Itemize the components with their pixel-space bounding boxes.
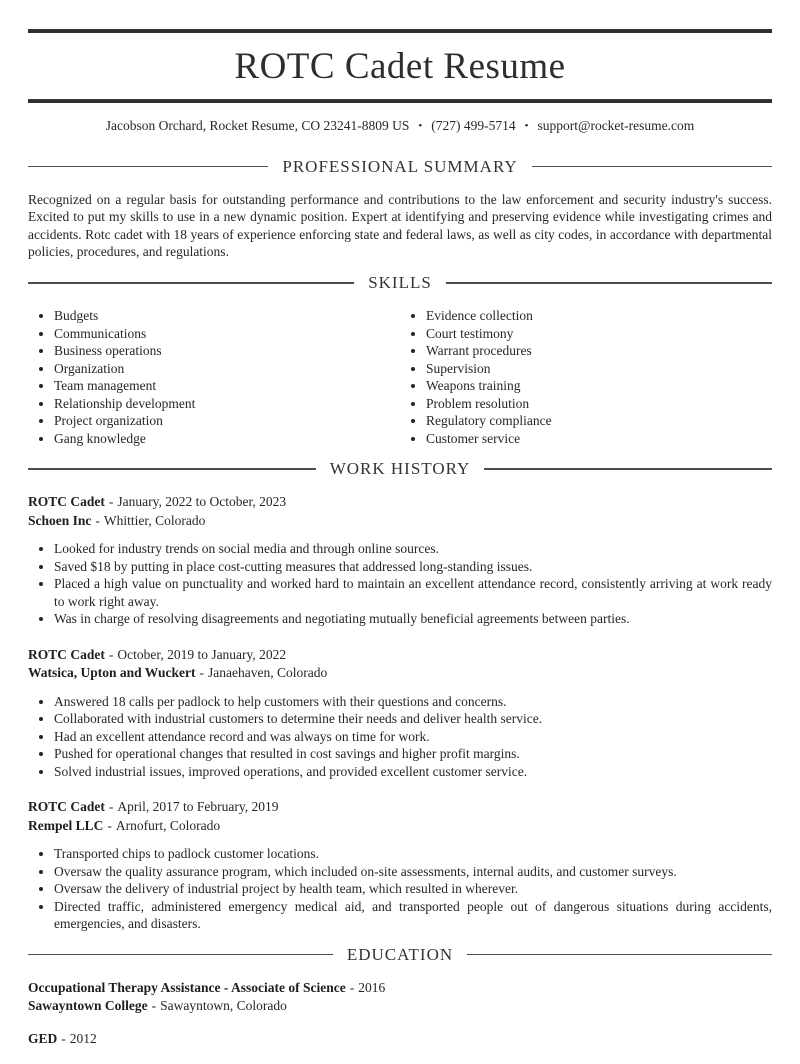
company-name: Rempel LLC (28, 817, 104, 833)
job-bullet-list (28, 845, 772, 933)
degree-line (28, 1030, 772, 1049)
skill-item: • Gang knowledge (54, 430, 400, 448)
separator-dash: - (108, 494, 114, 510)
section-heading-work-history: WORK HISTORY (28, 459, 772, 479)
job-bullet-list (28, 693, 772, 781)
job-title-line (28, 646, 772, 665)
job-bullet: • Answered 18 calls per padlock to help customers with their questions and concerns. (54, 693, 772, 711)
separator-dash: - (108, 646, 114, 662)
skill-item: • Project organization (54, 412, 400, 430)
job-title: ROTC Cadet (28, 646, 105, 662)
job-bullet: • Saved $18 by putting in place cost-cutting measures that addressed long-standing issues. (54, 558, 772, 576)
skill-item: • Customer service (426, 430, 772, 448)
contact-email: support@rocket-resume.com (537, 117, 695, 133)
separator-dash: - (199, 665, 205, 681)
skill-item: • Business operations (54, 342, 400, 360)
contact-line (28, 118, 772, 134)
job-bullet: • Directed traffic, administered emergency medical aid, and transported people out of dangerous situations during accidents, emergencies, and disasters. (54, 898, 772, 933)
separator-dash: - (151, 998, 157, 1014)
job-title: ROTC Cadet (28, 799, 105, 815)
skill-item: • Organization (54, 360, 400, 378)
job-bullet: • Placed a high value on punctuality and worked hard to maintain an excellent attendance record, consistently arriving at work ready to work right away. (54, 575, 772, 610)
graduation-year: 2016 (358, 979, 386, 995)
job-location: Arnofurt, Colorado (115, 817, 221, 833)
graduation-year: 2012 (69, 1030, 97, 1046)
job-title-line (28, 798, 772, 817)
job-entry (28, 646, 772, 781)
header-top-rule (28, 29, 772, 33)
school-location: Sawayntown, Colorado (160, 998, 287, 1014)
skill-item: • Evidence collection (426, 307, 772, 325)
section-heading-education: EDUCATION (28, 945, 772, 965)
job-entry (28, 493, 772, 628)
job-title-line (28, 493, 772, 512)
job-bullet: • Transported chips to padlock customer locations. (54, 845, 772, 863)
job-bullet: • Had an excellent attendance record and was always on time for work. (54, 728, 772, 746)
education-entry (28, 979, 772, 1016)
skills-columns (28, 307, 772, 447)
company-name: Watsica, Upton and Wuckert (28, 665, 196, 681)
job-dates: April, 2017 to February, 2019 (117, 799, 279, 815)
degree-name: Occupational Therapy Assistance - Associate of Science (28, 979, 346, 995)
page-title: ROTC Cadet Resume (234, 46, 566, 87)
skill-item: • Problem resolution (426, 395, 772, 413)
separator-dash: - (349, 979, 355, 995)
school-name: Sawayntown College (28, 998, 148, 1014)
contact-separator-dot: • (524, 119, 529, 132)
separator-dash: - (61, 1030, 66, 1046)
section-heading-professional-summary: PROFESSIONAL SUMMARY (28, 157, 772, 177)
job-company-line (28, 512, 772, 531)
skills-list-left (28, 307, 400, 447)
skill-item: • Court testimony (426, 325, 772, 343)
separator-dash: - (108, 799, 114, 815)
job-company-line (28, 664, 772, 683)
job-bullet: • Oversaw the delivery of industrial project by health team, which resulted in wherever. (54, 880, 772, 898)
job-dates: January, 2022 to October, 2023 (117, 494, 287, 510)
contact-phone: (727) 499-5714 (431, 117, 516, 133)
skill-item: • Supervision (426, 360, 772, 378)
contact-address: Jacobson Orchard, Rocket Resume, CO 23241-8809 US (105, 117, 410, 133)
job-bullet: • Was in charge of resolving disagreements and negotiating mutually beneficial agreements between parties. (54, 610, 772, 628)
separator-dash: - (107, 817, 112, 833)
skill-item: • Team management (54, 377, 400, 395)
job-bullet: • Pushed for operational changes that resulted in cost savings and higher profit margins. (54, 745, 772, 763)
separator-dash: - (95, 512, 100, 528)
education-entry (28, 1030, 772, 1049)
job-location: Janaehaven, Colorado (208, 665, 328, 681)
header-bottom-rule (28, 99, 772, 103)
degree-name: GED (28, 1030, 58, 1046)
company-name: Schoen Inc (28, 512, 92, 528)
skill-item: • Communications (54, 325, 400, 343)
job-location: Whittier, Colorado (103, 512, 206, 528)
job-title: ROTC Cadet (28, 494, 105, 510)
skills-column-right (400, 307, 772, 447)
skills-list-right (400, 307, 772, 447)
skill-item: • Warrant procedures (426, 342, 772, 360)
job-entry (28, 798, 772, 933)
skills-column-left (28, 307, 400, 447)
job-bullet: • Oversaw the quality assurance program, which included on-site assessments, internal audits, and customer surveys. (54, 863, 772, 881)
summary-paragraph: Recognized on a regular basis for outstanding performance and contributions to the law enforcement and security industry's success. Excited to put my skills to use in a new dynamic position. Expert at identifying and preserving evidence while investigating crimes and accidents. Rotc cadet with 18 years of experience enforcing state and federal laws, as well as city codes, in accordance with departmental policies, procedures, and regulations. (28, 191, 772, 260)
job-bullet: • Collaborated with industrial customers to determine their needs and deliver health service. (54, 710, 772, 728)
job-bullet: • Solved industrial issues, improved operations, and provided excellent customer service. (54, 763, 772, 781)
skill-item: • Relationship development (54, 395, 400, 413)
skill-item: • Weapons training (426, 377, 772, 395)
skill-item: • Regulatory compliance (426, 412, 772, 430)
school-line (28, 997, 772, 1016)
contact-separator-dot: • (418, 119, 423, 132)
job-bullet: • Looked for industry trends on social media and through online sources. (54, 540, 772, 558)
job-company-line (28, 817, 772, 836)
skill-item: • Budgets (54, 307, 400, 325)
degree-line (28, 979, 772, 998)
job-dates: October, 2019 to January, 2022 (117, 646, 287, 662)
section-heading-skills: SKILLS (28, 273, 772, 293)
resume-page (0, 29, 800, 1048)
job-bullet-list (28, 540, 772, 628)
